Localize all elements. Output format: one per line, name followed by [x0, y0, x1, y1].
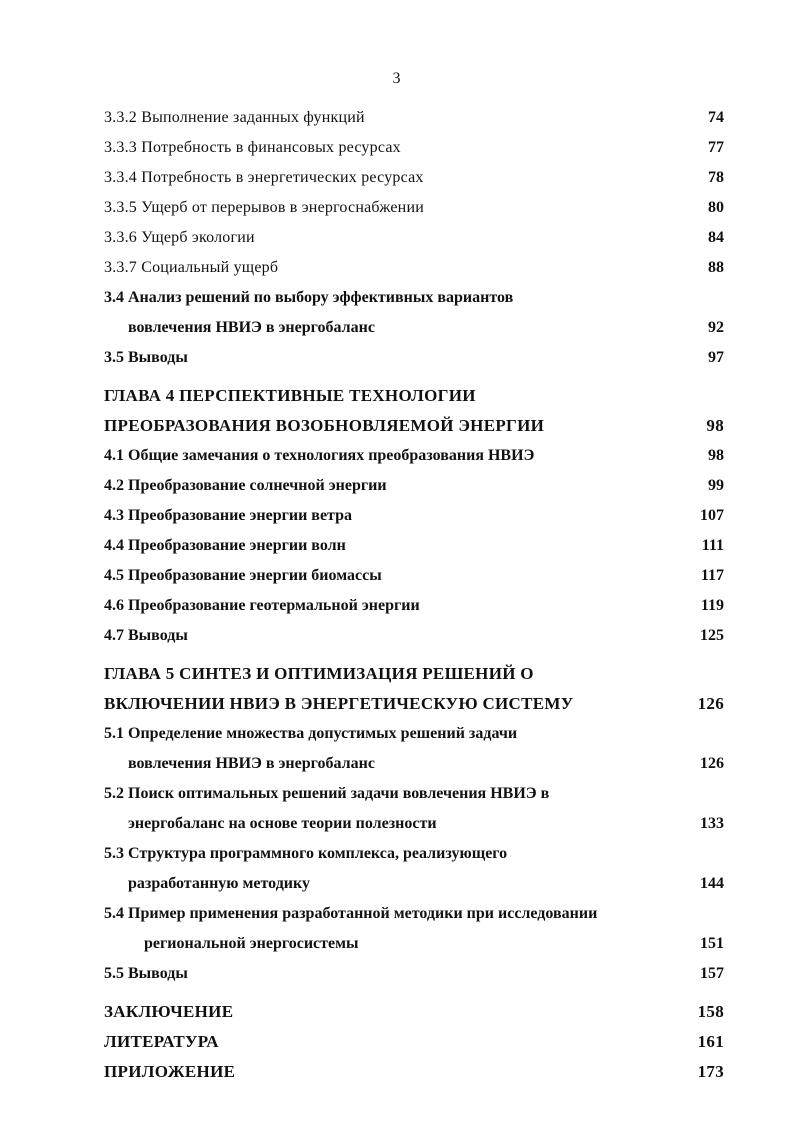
toc-entry — [104, 444, 724, 468]
toc-entry-text: 4.7 Выводы — [104, 627, 188, 644]
toc-entry — [104, 722, 724, 746]
toc-entry-page: 74 — [708, 109, 724, 126]
toc-entry-text: 4.5 Преобразование энергии биомассы — [104, 567, 382, 584]
toc-entry-page: 126 — [697, 694, 724, 713]
toc-entry — [104, 534, 724, 558]
toc-entry-text: энергобаланс на основе теории полезности — [128, 815, 437, 832]
toc-chapter-heading — [104, 1060, 724, 1084]
toc-entry — [104, 932, 724, 956]
toc-entry-page: 80 — [708, 199, 724, 216]
toc-entry-page: 107 — [700, 507, 724, 524]
toc-entry-text: 3.3.2 Выполнение заданных функций — [104, 109, 365, 126]
toc-entry — [104, 902, 724, 926]
toc-entry — [104, 136, 724, 160]
toc-chapter-heading — [104, 414, 724, 438]
toc-chapter-heading — [104, 1000, 724, 1024]
toc-entry — [104, 316, 724, 340]
toc-chapter-heading — [104, 692, 724, 716]
toc-entry — [104, 782, 724, 806]
toc-entry-text: вовлечения НВИЭ в энергобаланс — [128, 755, 375, 772]
toc-entry — [104, 226, 724, 250]
toc-entry-page: 88 — [708, 259, 724, 276]
toc-entry-page: 111 — [701, 537, 724, 554]
toc-entry-text: 3.4 Анализ решений по выбору эффективных вариантов — [104, 289, 514, 306]
toc-entry-text: ВКЛЮЧЕНИИ НВИЭ В ЭНЕРГЕТИЧЕСКУЮ СИСТЕМУ — [104, 694, 574, 713]
toc-entry-page: 173 — [697, 1062, 724, 1081]
toc-entry-page: 125 — [700, 627, 724, 644]
toc-entry — [104, 594, 724, 618]
toc-chapter-heading — [104, 662, 724, 686]
toc-entry — [104, 106, 724, 130]
toc-entry-page: 161 — [697, 1032, 724, 1051]
toc-entry-text: 5.3 Структура программного комплекса, реализующего — [104, 845, 508, 862]
toc-entry — [104, 166, 724, 190]
toc-entry-text: 5.4 Пример применения разработанной методики при исследовании — [104, 905, 598, 922]
toc-entry-page: 151 — [700, 935, 724, 952]
toc-entry-page: 158 — [697, 1002, 724, 1021]
toc-entry-page: 98 — [708, 447, 724, 464]
toc-entry-text: 5.2 Поиск оптимальных решений задачи вовлечения НВИЭ в — [104, 785, 550, 802]
toc-entry-text: 3.3.5 Ущерб от перерывов в энергоснабжении — [104, 199, 424, 216]
toc-entry — [104, 752, 724, 776]
toc-entry — [104, 474, 724, 498]
toc-entry — [104, 196, 724, 220]
toc-entry — [104, 624, 724, 648]
toc-entry-text: 4.2 Преобразование солнечной энергии — [104, 477, 387, 494]
toc-entry — [104, 962, 724, 986]
toc-entry-text: ЗАКЛЮЧЕНИЕ — [104, 1002, 234, 1021]
toc-entry-text: ЛИТЕРАТУРА — [104, 1032, 219, 1051]
toc-entry-page: 84 — [708, 229, 724, 246]
toc-entry-text: 4.1 Общие замечания о технологиях преобразования НВИЭ — [104, 447, 535, 464]
toc-entry-text: 3.3.3 Потребность в финансовых ресурсах — [104, 139, 401, 156]
toc-entry-text: 4.4 Преобразование энергии волн — [104, 537, 346, 554]
toc-entry-text: 5.1 Определение множества допустимых решений задачи — [104, 725, 518, 742]
toc-entry — [104, 346, 724, 370]
toc-entry-text: 3.3.7 Социальный ущерб — [104, 259, 279, 276]
toc-entry-text: разработанную методику — [128, 875, 311, 892]
toc-entry — [104, 564, 724, 588]
toc-entry — [104, 812, 724, 836]
toc-entry-text: региональной энергосистемы — [144, 935, 359, 952]
toc-entry-text: 3.3.4 Потребность в энергетических ресурсах — [104, 169, 424, 186]
toc-entry — [104, 872, 724, 896]
toc-entry — [104, 256, 724, 280]
toc-entry-page: 126 — [700, 755, 724, 772]
toc-entry-page: 92 — [708, 319, 724, 336]
toc-entry-text: ГЛАВА 4 ПЕРСПЕКТИВНЫЕ ТЕХНОЛОГИИ — [104, 386, 476, 405]
toc-entry-text: ГЛАВА 5 СИНТЕЗ И ОПТИМИЗАЦИЯ РЕШЕНИЙ О — [104, 664, 534, 683]
toc-entry-text: 5.5 Выводы — [104, 965, 188, 982]
toc-entry-page: 78 — [708, 169, 724, 186]
toc-entry — [104, 286, 724, 310]
toc-entry-text: 4.6 Преобразование геотермальной энергии — [104, 597, 420, 614]
toc-entry-page: 157 — [700, 965, 724, 982]
toc-entry-page: 77 — [708, 139, 724, 156]
toc-chapter-heading — [104, 1030, 724, 1054]
toc-entry-text: 3.5 Выводы — [104, 349, 188, 366]
page-number: 3 — [392, 70, 401, 87]
toc-entry-page: 119 — [700, 597, 724, 614]
toc-entry-page: 98 — [706, 416, 724, 435]
toc-entry-text: 4.3 Преобразование энергии ветра — [104, 507, 352, 524]
toc-entry-text: вовлечения НВИЭ в энергобаланс — [128, 319, 375, 336]
toc-entry-page: 144 — [700, 875, 724, 892]
toc-entry-page: 133 — [700, 815, 724, 832]
toc-entry-text: ПРИЛОЖЕНИЕ — [104, 1062, 236, 1081]
toc-entry — [104, 842, 724, 866]
toc-entry-page: 117 — [700, 567, 724, 584]
toc-entry-text: ПРЕОБРАЗОВАНИЯ ВОЗОБНОВЛЯЕМОЙ ЭНЕРГИИ — [104, 416, 545, 435]
toc-entry-page: 97 — [708, 349, 724, 366]
toc-chapter-heading — [104, 384, 724, 408]
toc-entry-page: 99 — [708, 477, 724, 494]
toc-entry — [104, 504, 724, 528]
toc-entry-text: 3.3.6 Ущерб экологии — [104, 229, 255, 246]
